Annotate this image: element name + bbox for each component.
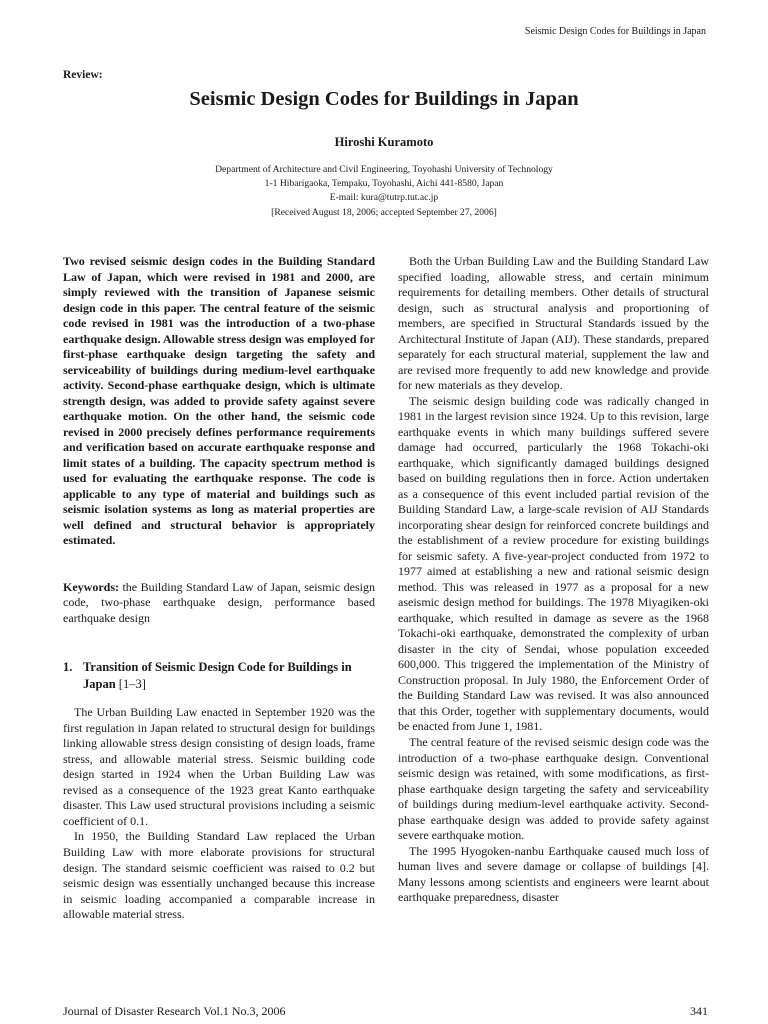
keywords-text: the Building Standard Law of Japan, seismic design code, two-phase earthquake design, performance based earthquake design (63, 579, 375, 625)
abstract: Two revised seismic design codes in the Building Standard Law of Japan, which were revised in 1981 and 2000, are simply reviewed with the transition of Japanese seismic design code in this paper. The central feature of the seismic code revised in 1981 was the introduction of a two-phase earthquake design. Allowable stress design was employed for first-phase earthquake design targeting the safety and serviceability of buildings during medium-level earthquake activity. Second-phase earthquake design, which is ultimate strength design, was added to provide safety against severe earthquake motion. On the other hand, the seismic code revised in 2000 precisely defines performance requirements and verification based on accurate earthquake response and limit states of a building. The capacity spectrum method is used for evaluating the earthquake response. The code is applicable to any type of material and buildings such as seismic isolation systems as long as material properties are well defined and structural behavior is appropriately estimated. (63, 254, 375, 548)
right-column (398, 254, 709, 906)
footer-journal: Journal of Disaster Research Vol.1 No.3, 2006 (63, 1004, 286, 1018)
author-name: Hiroshi Kuramoto (334, 135, 434, 149)
affiliation-email: E-mail: kura@tutrp.tut.ac.jp (329, 192, 439, 204)
affiliation-address: 1-1 Hibarigaoka, Tempaku, Toyohashi, Aichi 441-8580, Japan (264, 178, 504, 190)
body-paragraph: The seismic design building code was radically changed in 1981 in the largest revision since 1924. Up to this revision, large earthquake events in which many buildings suffered severe damage had occurred, particularly the 1968 Tokachi-oki earthquake, which significantly damaged buildings designed based on building regulations then in force. Action undertaken as a consequence of this event included partial revision of the Building Standard Law, a large-scale revision of AIJ Standards incorporating shear design for reinforced concrete buildings and the establishment of a review procedure for existing buildings for seismic safety. A five-year-project conducted from 1972 to 1977 aimed at establishing a new and rational seismic design method. This was released in 1977 as a proposal for a new aseismic design method for buildings. The 1978 Miyagiken-oki earthquake, which resulted in damage as severe as the 1968 Tokachi-oki earthquake, demonstrated the complexity of urban disaster in the city of Sendai, whose population exceeded 600,000. This triggered the implementation of the Ministry of Construction proposal. In July 1980, the Enforcement Order of the Building Standard Law was revised. It was also announced that this Order, together with supplementary documents, would be enacted from June 1, 1981. (398, 393, 709, 734)
review-label: Review: (63, 69, 103, 81)
section-references: [1–3] (118, 677, 146, 692)
body-paragraph: The Urban Building Law enacted in September 1920 was the first regulation in Japan related to structural design for buildings linking allowable stress design consisting of design loads, frame stress, and allowable material stress. Seismic building code design started in 1924 when the Urban Building Law was revised as a consequence of the 1923 great Kanto earthquake disaster. This Law used structural provisions including a seismic coefficient of 0.1. (63, 705, 375, 828)
body-paragraph: In 1950, the Building Standard Law replaced the Urban Building Law with more elaborate provisions for structural design. The standard seismic coefficient was raised to 0.2 but seismic design was essentially unchanged because this increase in seismic loading accompanied a comparable increase in allowable material stress. (63, 829, 375, 922)
section-heading (63, 659, 375, 693)
section-title: Transition of Seismic Design Code for Buildings in Japan (83, 660, 352, 692)
received-dates: [Received August 18, 2006; accepted September 27, 2006] (271, 206, 497, 218)
body-paragraph: The 1995 Hyogoken-nanbu Earthquake caused much loss of human lives and severe damage or collapse of buildings [4]. Many lessons among scientists and engineers were learnt about earthquake preparedness, disaster (398, 843, 709, 905)
running-head: Seismic Design Codes for Buildings in Japan (524, 26, 706, 37)
body-paragraph: Both the Urban Building Law and the Building Standard Law specified loading, allowable stress, and certain minimum requirements for detailing members. Other details of structural design, such as structural analysis and proportioning of members, are specified in Structural Standards issued by the Architectural Institute of Japan (AIJ). These standards, prepared separately for each structural material, supplement the law and are revised more frequently to add new knowledge and provide for new materials as they develop. (398, 254, 709, 393)
left-column (63, 254, 375, 923)
keywords (63, 580, 375, 627)
body-paragraph: The central feature of the revised seismic design code was the introduction of a two-phase earthquake design. Conventional seismic design was retained, with some modifications, as first-phase earthquake design targeting the safety and serviceability of buildings during medium-level earthquake activity. Second-phase earthquake design was added to provide safety against severe earthquake motion. (398, 734, 709, 843)
affiliation-block (0, 163, 768, 220)
paper-title: Seismic Design Codes for Buildings in Japan (189, 88, 579, 110)
section-number: 1. (63, 660, 73, 675)
page-number: 341 (690, 1004, 708, 1018)
keywords-label: Keywords: (63, 579, 119, 594)
affiliation-department: Department of Architecture and Civil Engineering, Toyohashi University of Technology (215, 164, 553, 175)
